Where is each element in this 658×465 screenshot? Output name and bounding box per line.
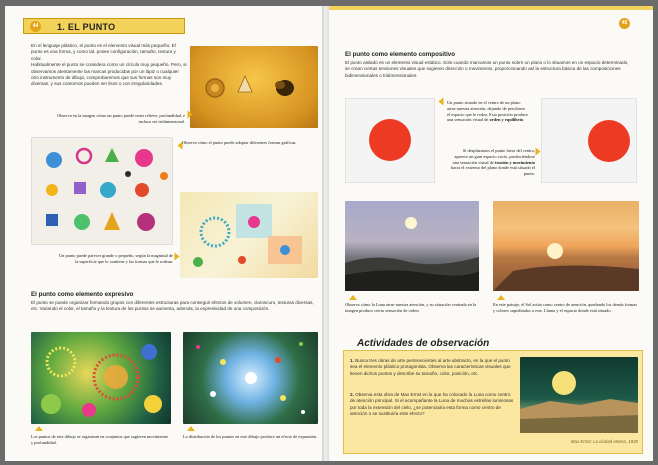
expressive-section-title: El punto como elemento expresivo bbox=[31, 291, 134, 298]
activity-1-number: 1. bbox=[350, 358, 354, 363]
activity-2-text: Observa esta obra de Max Ernst en la que ha colocado la Luna como centro de atención principal. Si el acompañante la Luna de muchas estrellas luminosas por toda la extensión del cielo, ¿se potenciaría esta forma como centro de atención o se sustituiría este efecto? bbox=[350, 392, 514, 417]
caption-size: Un punto puede parecer grande o pequeño, según la magnitud de la superficie que lo contiene y las formas que le rodean. bbox=[59, 253, 173, 264]
shapes-dots-image bbox=[31, 137, 173, 245]
activities-box bbox=[343, 350, 643, 454]
caption-distribution-marker bbox=[187, 426, 195, 431]
caption-centered-text: Un punto situado en el centro de un plano atrae nuestra atención, dejando de percibirse el espacio que le rodea. Esta posición produce una sensación visual de bbox=[447, 100, 528, 123]
caption-shapes: Observa cómo el punto puede adoptar diferentes formas gráficas. bbox=[182, 140, 297, 145]
caption-groups-marker bbox=[35, 426, 43, 431]
caption-offset-bold: tensión y movimiento bbox=[494, 159, 535, 165]
caption-offset-end: hacia el extremo del plano donde está situado el punto. bbox=[450, 165, 535, 177]
caption-offset bbox=[449, 148, 535, 177]
offset-red-dot bbox=[588, 120, 630, 162]
caption-offset-marker bbox=[536, 148, 541, 156]
caption-moon: Observa cómo la Luna atrae nuestra atención, y su situación centrada en la imagen produce cierta sensación de orden. bbox=[345, 302, 477, 313]
compositive-section-text: El punto aislado es un elemento visual estático. Solo cuando marcamos un punto sobre un plano o lo situamos en un espacio determinado, se crean ciertas tensiones visuales que sugieren dirección o movimiento, proporcionando así la estructura básica de las composiciones bidimensionales o tridimensionales. bbox=[345, 60, 629, 78]
caption-distribution: La distribución de los puntos en este dibujo produce un efecto de expansión. bbox=[183, 434, 318, 439]
caption-moon-marker bbox=[349, 295, 357, 300]
size-dots-image bbox=[180, 192, 318, 278]
centered-red-dot bbox=[369, 119, 411, 161]
relief-dots-image bbox=[190, 46, 318, 128]
caption-sun-marker bbox=[497, 295, 505, 300]
dot-distribution-painting bbox=[183, 332, 318, 424]
intro-paragraph bbox=[31, 43, 187, 88]
chapter-title: 1. EL PUNTO bbox=[57, 22, 116, 32]
activities-title: Actividades de observación bbox=[357, 338, 490, 349]
ernst-caption: Max Ernst: La ciudad entera, 1935 bbox=[570, 439, 638, 444]
page-number-strip bbox=[329, 6, 653, 10]
activity-1 bbox=[350, 358, 514, 377]
caption-size-marker bbox=[175, 253, 180, 261]
dot-groups-painting bbox=[31, 332, 171, 424]
page-number-right: 45 bbox=[619, 18, 630, 29]
activity-2-number: 2. bbox=[350, 392, 354, 397]
left-page bbox=[5, 6, 323, 461]
caption-relief: Observa en la imagen cómo un punto puede tener relieve, profundidad, e incluso ser tridimensional. bbox=[57, 113, 185, 124]
activity-2 bbox=[350, 392, 514, 418]
right-page bbox=[329, 6, 653, 461]
caption-relief-marker bbox=[188, 111, 193, 119]
activity-1-text: Busca tres obras de arte pertenecientes al arte abstracto, en la que el punto sea el elemento plástico protagonista. Observa las características visuales que tienen dichos puntos y describe su tamaño, color, posición, etc. bbox=[350, 358, 511, 376]
intro-text-1: En el lenguaje plástico, el punto es el elemento visual más pequeño. El punto es una forma, y como tal, posee configuración, tamaño, textura y color. bbox=[31, 43, 176, 61]
max-ernst-painting bbox=[520, 357, 638, 433]
intro-text-2: Habitualmente el punto se considera como un círculo muy pequeño. Pero, si observamos atentamente las marcas producidas por un lápiz o cualquier otro instrumento de dibujo, comprobaremos que sus formas son muy diversas, y sus contornos pueden ser lisos o con irregularidades. bbox=[31, 62, 187, 87]
caption-centered-bold: orden y equilibrio bbox=[489, 117, 524, 123]
sunset-landscape-photo bbox=[493, 201, 639, 291]
compositive-section-title: El punto como elemento compositivo bbox=[345, 51, 456, 58]
caption-offset-text: Si desplazamos el punto fuera del centro, aparece un gran espacio vacío, produciéndose una sensación visual de bbox=[452, 148, 535, 165]
offset-dot-panel bbox=[541, 98, 637, 183]
page-number-left: 44 bbox=[30, 21, 41, 32]
caption-centered: Un punto situado en el centro de un plano atrae nuestra atención, dejando de percibirse el espacio que le rodea. Esta posición produce una sensación visual de orden y equilibrio. bbox=[447, 100, 528, 123]
caption-centered-marker bbox=[439, 98, 444, 106]
expressive-section-text: El punto se puede organizar formando grupos con diferentes estructuras para conseguir efectos de volumen, claroscuro, texturas diversas, etc. Variando el color, el tamaño y la textura de los puntos se aumenta, además, la expresividad de una composición. bbox=[31, 300, 314, 312]
moon-landscape-photo bbox=[345, 201, 479, 291]
centered-dot-panel bbox=[345, 98, 435, 183]
caption-groups: Los puntos de este dibujo se organizan en conjuntos que sugieren movimiento y profundidad. bbox=[31, 434, 169, 445]
caption-sun: En este paisaje, el Sol actúa como centro de atención, quedando los demás formas y colores supeditados a este. Llama y el espacio donde está situado. bbox=[493, 302, 637, 313]
